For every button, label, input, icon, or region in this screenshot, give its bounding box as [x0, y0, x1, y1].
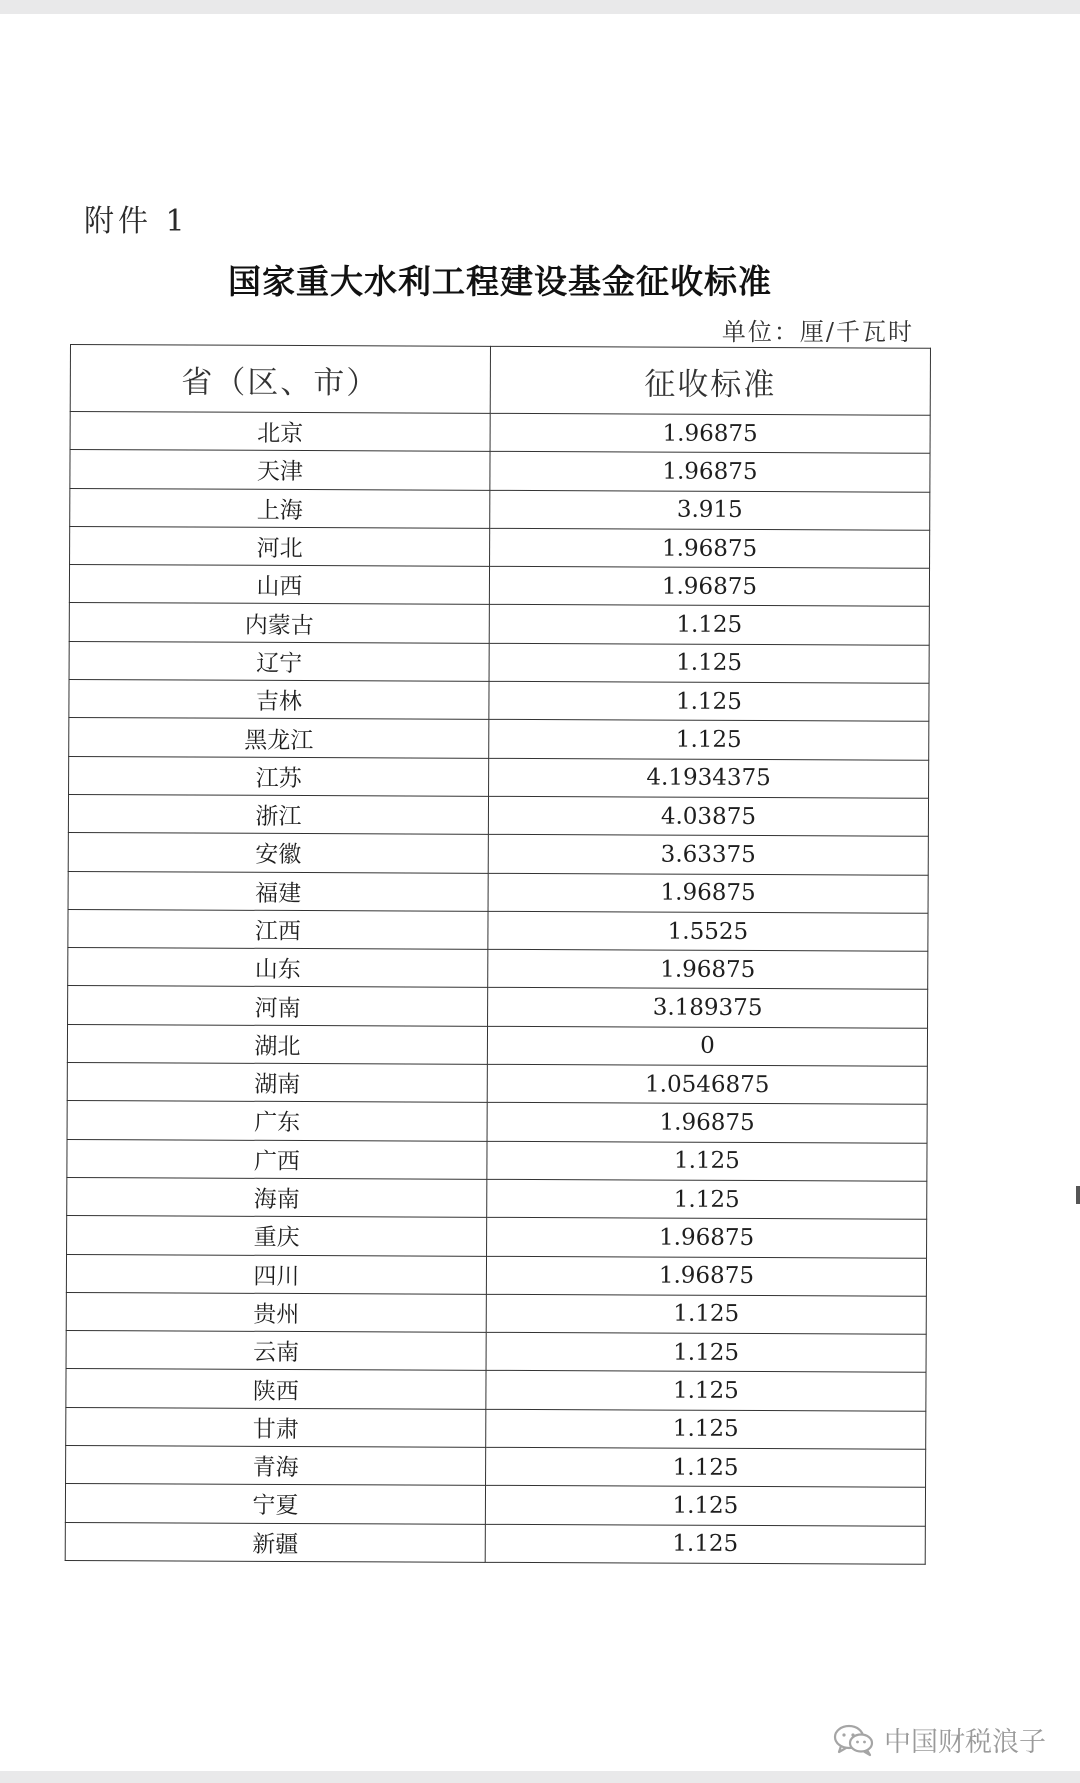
province-cell: 黑龙江 [69, 718, 489, 758]
table-row [66, 1254, 926, 1296]
rate-table [65, 344, 931, 1565]
table-row [66, 1369, 926, 1411]
rate-cell: 1.125 [486, 1447, 926, 1487]
unit-label: 单位：厘/千瓦时 [721, 318, 914, 346]
rate-cell: 1.125 [489, 681, 929, 721]
province-cell: 浙江 [68, 794, 488, 834]
table-row [69, 718, 929, 760]
rate-cell: 1.125 [489, 605, 929, 645]
table-row [67, 1063, 927, 1105]
rate-cell: 1.125 [489, 720, 929, 760]
header-rate: 征收标准 [490, 346, 930, 415]
province-cell: 青海 [66, 1446, 486, 1486]
rate-cell: 1.96875 [490, 528, 930, 568]
province-cell: 江西 [68, 909, 488, 949]
rate-cell: 4.1934375 [489, 758, 929, 798]
province-cell: 山东 [68, 948, 488, 988]
rate-cell: 3.915 [490, 490, 930, 530]
table-row [68, 871, 928, 913]
rate-cell: 1.96875 [487, 1103, 927, 1143]
table-row [69, 756, 929, 798]
rate-cell: 1.96875 [488, 949, 928, 989]
edge-mark [1076, 1186, 1080, 1204]
rate-cell: 1.96875 [490, 413, 930, 453]
rate-cell: 1.125 [486, 1294, 926, 1334]
rate-cell: 1.96875 [486, 1256, 926, 1296]
rate-cell: 1.125 [485, 1524, 925, 1564]
table-row [69, 603, 929, 645]
rate-cell: 3.189375 [488, 988, 928, 1028]
page-title: 国家重大水利工程建设基金征收标准 [228, 262, 772, 301]
wechat-icon [832, 1723, 876, 1757]
province-cell: 河北 [70, 526, 490, 566]
province-cell: 天津 [70, 450, 490, 490]
table-row [69, 565, 929, 607]
table-header-row [70, 345, 930, 416]
province-cell: 吉林 [69, 680, 489, 720]
table-row [68, 794, 928, 836]
table-row [70, 412, 930, 454]
province-cell: 北京 [70, 412, 490, 452]
table-row [67, 1177, 927, 1219]
province-cell: 上海 [70, 488, 490, 528]
table-row [70, 526, 930, 568]
province-cell: 江苏 [69, 756, 489, 796]
rate-cell: 1.125 [487, 1141, 927, 1181]
bottom-strip [0, 1771, 1080, 1783]
table-body [65, 412, 930, 1565]
rate-cell: 1.125 [486, 1371, 926, 1411]
table-row [69, 680, 929, 722]
table-row [69, 641, 929, 683]
rate-cell: 1.125 [487, 1179, 927, 1219]
table-row [65, 1484, 925, 1526]
province-cell: 辽宁 [69, 641, 489, 681]
rate-cell: 3.63375 [488, 835, 928, 875]
table-row [68, 986, 928, 1028]
table-row [66, 1292, 926, 1334]
attachment-label: 附件 1 [84, 204, 189, 239]
header-province: 省（区、市） [70, 345, 490, 414]
rate-cell: 1.96875 [490, 452, 930, 492]
rate-cell: 1.0546875 [487, 1064, 927, 1104]
province-cell: 四川 [66, 1254, 486, 1294]
table-row [67, 1216, 927, 1258]
rate-cell: 1.96875 [487, 1218, 927, 1258]
province-cell: 安徽 [68, 833, 488, 873]
province-cell: 甘肃 [66, 1407, 486, 1447]
province-cell: 广东 [67, 1101, 487, 1141]
province-cell: 福建 [68, 871, 488, 911]
rate-cell: 1.125 [485, 1486, 925, 1526]
province-cell: 湖北 [67, 1024, 487, 1064]
table-row [67, 1024, 927, 1066]
watermark-text: 中国财税浪子 [884, 1727, 1046, 1758]
province-cell: 河南 [68, 986, 488, 1026]
rate-cell: 1.96875 [489, 567, 929, 607]
watermark [832, 1720, 1046, 1759]
table-row [70, 450, 930, 492]
province-cell: 湖南 [67, 1063, 487, 1103]
table-row [66, 1407, 926, 1449]
table-row [68, 909, 928, 951]
province-cell: 宁夏 [65, 1484, 485, 1524]
rate-cell: 1.125 [486, 1409, 926, 1449]
rate-cell: 1.125 [489, 643, 929, 683]
table-row [70, 488, 930, 530]
table-row [66, 1331, 926, 1373]
province-cell: 重庆 [67, 1216, 487, 1256]
province-cell: 广西 [67, 1139, 487, 1179]
table-row [65, 1522, 925, 1564]
province-cell: 贵州 [66, 1292, 486, 1332]
table-row [66, 1446, 926, 1488]
rate-cell: 4.03875 [488, 796, 928, 836]
table-row [67, 1101, 927, 1143]
province-cell: 山西 [69, 565, 489, 605]
rate-cell: 1.125 [486, 1332, 926, 1372]
rate-cell: 0 [487, 1026, 927, 1066]
province-cell: 海南 [67, 1177, 487, 1217]
province-cell: 内蒙古 [69, 603, 489, 643]
table-row [67, 1139, 927, 1181]
table-row [68, 833, 928, 875]
province-cell: 陕西 [66, 1369, 486, 1409]
top-strip [0, 0, 1080, 14]
province-cell: 云南 [66, 1331, 486, 1371]
rate-cell: 1.96875 [488, 873, 928, 913]
province-cell: 新疆 [65, 1522, 485, 1562]
rate-cell: 1.5525 [488, 911, 928, 951]
table-row [68, 948, 928, 990]
